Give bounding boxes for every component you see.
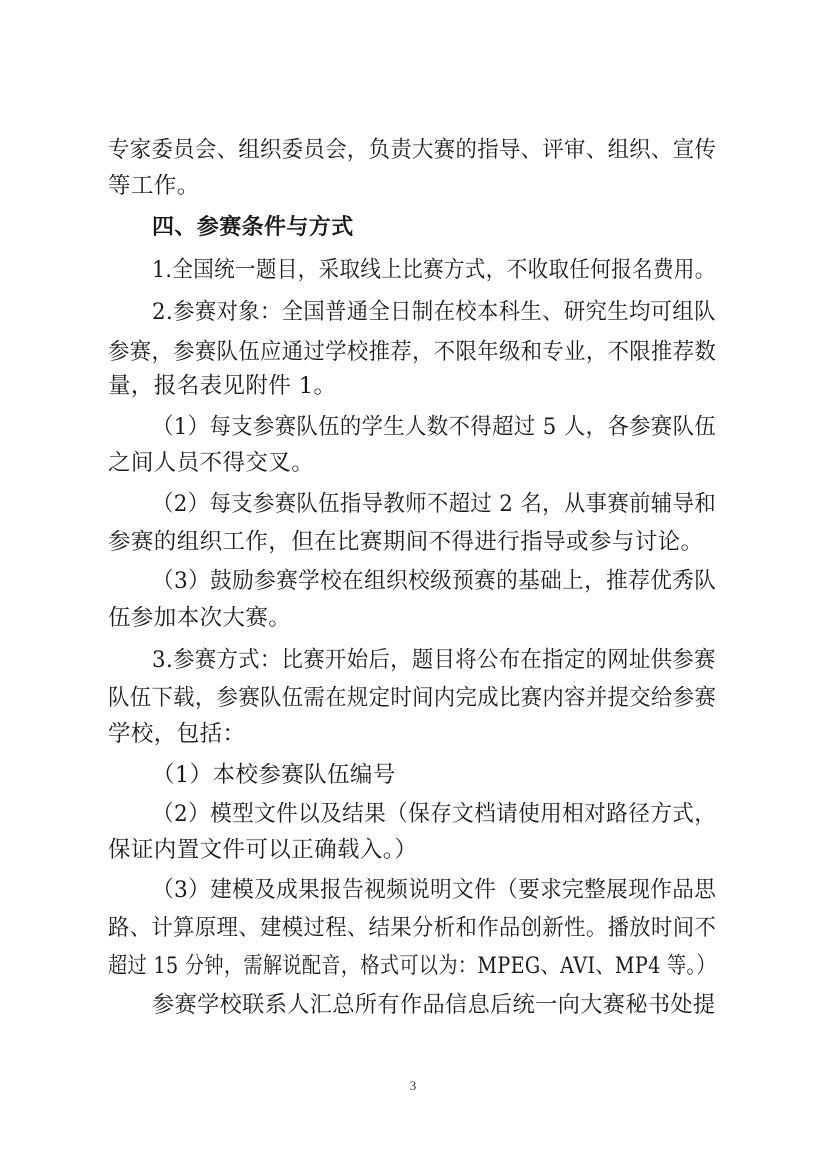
- paragraph-line: 队伍下载，参赛队伍需在规定时间内完成比赛内容并提交给参赛: [108, 685, 717, 711]
- paragraph-line: 2.参赛对象：全国普通全日制在校本科生、研究生均可组队: [152, 299, 716, 325]
- paragraph-line: （2）模型文件以及结果（保存文档请使用相对路径方式，: [152, 801, 717, 827]
- paragraph-line: 专家委员会、组织委员会，负责大赛的指导、评审、组织、宣传: [108, 137, 717, 163]
- paragraph-line: 3.参赛方式：比赛开始后，题目将公布在指定的网址供参赛: [152, 647, 716, 673]
- paragraph-line: （1）本校参赛队伍编号: [152, 762, 396, 788]
- paragraph-line: （3）建模及成果报告视频说明文件（要求完整展现作品思: [152, 877, 717, 903]
- page-number: 3: [409, 1078, 417, 1093]
- paragraph-line: 参赛学校联系人汇总所有作品信息后统一向大赛秘书处提: [152, 992, 716, 1018]
- section-heading: 四、参赛条件与方式: [152, 215, 354, 240]
- paragraph-line: （1）每支参赛队伍的学生人数不得超过 5 人，各参赛队伍: [152, 414, 717, 440]
- paragraph-line: 参赛的组织工作，但在比赛期间不得进行指导或参与讨论。: [108, 529, 704, 555]
- paragraph-line: 量，报名表见附件 1。: [108, 373, 337, 399]
- paragraph-line: 伍参加本次大赛。: [108, 605, 292, 631]
- paragraph-line: 之间人员不得交叉。: [108, 450, 315, 476]
- paragraph-line: 超过 15 分钟，需解说配音，格式可以为：MPEG、AVI、MP4 等。）: [108, 953, 716, 979]
- paragraph-line: 参赛，参赛队伍应通过学校推荐，不限年级和专业，不限推荐数: [108, 339, 717, 365]
- paragraph-line: 等工作。: [108, 173, 200, 199]
- paragraph-line: （2）每支参赛队伍指导教师不超过 2 名，从事赛前辅导和: [152, 491, 717, 517]
- paragraph-line: 学校，包括：: [108, 721, 246, 747]
- paragraph-line: （3）鼓励参赛学校在组织校级预赛的基础上，推荐优秀队: [152, 568, 717, 594]
- paragraph-line: 保证内置文件可以正确载入。）: [108, 837, 418, 863]
- paragraph-line: 1.全国统一题目，采取线上比赛方式，不收取任何报名费用。: [152, 257, 716, 283]
- paragraph-line: 路、计算原理、建模过程、结果分析和作品创新性。播放时间不: [108, 915, 717, 941]
